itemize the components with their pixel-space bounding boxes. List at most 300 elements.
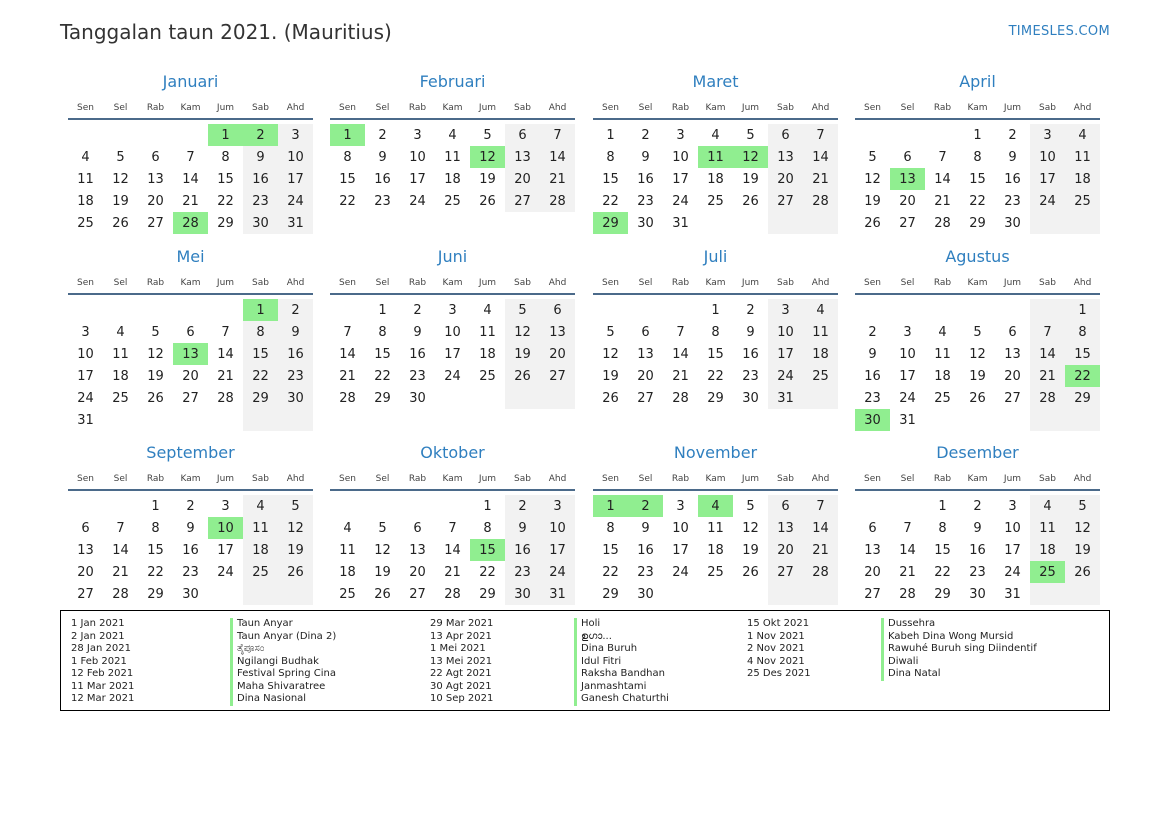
day-cell[interactable]: 12: [470, 146, 505, 168]
day-cell[interactable]: 21: [112, 564, 129, 580]
day-cell[interactable]: 20: [182, 368, 199, 384]
day-cell[interactable]: 11: [1065, 146, 1100, 168]
day-cell[interactable]: 11: [1030, 517, 1065, 539]
day-cell[interactable]: 7: [803, 124, 838, 146]
day-cell[interactable]: 10: [768, 321, 803, 343]
day-cell[interactable]: 2: [413, 302, 422, 318]
day-cell[interactable]: 19: [278, 539, 313, 561]
day-cell[interactable]: 10: [540, 517, 575, 539]
day-cell[interactable]: 30: [243, 212, 278, 234]
day-cell[interactable]: 28: [444, 586, 461, 602]
day-cell[interactable]: 23: [278, 365, 313, 387]
day-cell[interactable]: 6: [1008, 324, 1017, 340]
day-cell[interactable]: 17: [278, 168, 313, 190]
day-cell[interactable]: 5: [378, 520, 387, 536]
day-cell[interactable]: 28: [1030, 387, 1065, 409]
day-cell[interactable]: 29: [217, 215, 234, 231]
day-cell[interactable]: 20: [409, 564, 426, 580]
day-cell[interactable]: 19: [742, 171, 759, 187]
day-cell[interactable]: 10: [278, 146, 313, 168]
day-cell[interactable]: 5: [505, 299, 540, 321]
day-cell[interactable]: 13: [505, 146, 540, 168]
day-cell[interactable]: 15: [217, 171, 234, 187]
day-cell[interactable]: 11: [479, 324, 496, 340]
day-cell[interactable]: 6: [641, 324, 650, 340]
day-cell[interactable]: 13: [637, 346, 654, 362]
day-cell[interactable]: 1: [243, 299, 278, 321]
day-cell[interactable]: 29: [602, 586, 619, 602]
day-cell[interactable]: 26: [374, 586, 391, 602]
day-cell[interactable]: 25: [243, 561, 278, 583]
day-cell[interactable]: 25: [1030, 561, 1065, 583]
day-cell[interactable]: 23: [1004, 193, 1021, 209]
day-cell[interactable]: 13: [890, 168, 925, 190]
day-cell[interactable]: 19: [969, 368, 986, 384]
day-cell[interactable]: 24: [1004, 564, 1021, 580]
day-cell[interactable]: 31: [77, 412, 94, 428]
day-cell[interactable]: 17: [672, 542, 689, 558]
day-cell[interactable]: 17: [1004, 542, 1021, 558]
day-cell[interactable]: 11: [803, 321, 838, 343]
day-cell[interactable]: 14: [803, 146, 838, 168]
day-cell[interactable]: 16: [969, 542, 986, 558]
day-cell[interactable]: 26: [864, 215, 881, 231]
day-cell[interactable]: 28: [934, 215, 951, 231]
day-cell[interactable]: 4: [448, 127, 457, 143]
day-cell[interactable]: 29: [243, 387, 278, 409]
day-cell[interactable]: 16: [864, 368, 881, 384]
day-cell[interactable]: 24: [540, 561, 575, 583]
day-cell[interactable]: 5: [151, 324, 160, 340]
day-cell[interactable]: 15: [470, 539, 505, 561]
day-cell[interactable]: 18: [339, 564, 356, 580]
day-cell[interactable]: 31: [1004, 586, 1021, 602]
day-cell[interactable]: 8: [1065, 321, 1100, 343]
day-cell[interactable]: 10: [672, 520, 689, 536]
day-cell[interactable]: 8: [711, 324, 720, 340]
day-cell[interactable]: 15: [147, 542, 164, 558]
day-cell[interactable]: 12: [505, 321, 540, 343]
day-cell[interactable]: 20: [899, 193, 916, 209]
day-cell[interactable]: 4: [483, 302, 492, 318]
day-cell[interactable]: 26: [505, 365, 540, 387]
day-cell[interactable]: 1: [606, 127, 615, 143]
day-cell[interactable]: 5: [278, 495, 313, 517]
day-cell[interactable]: 25: [479, 368, 496, 384]
day-cell[interactable]: 24: [217, 564, 234, 580]
day-cell[interactable]: 20: [637, 368, 654, 384]
day-cell[interactable]: 27: [540, 365, 575, 387]
day-cell[interactable]: 16: [243, 168, 278, 190]
day-cell[interactable]: 9: [505, 517, 540, 539]
day-cell[interactable]: 18: [77, 193, 94, 209]
day-cell[interactable]: 27: [182, 390, 199, 406]
day-cell[interactable]: 27: [505, 190, 540, 212]
day-cell[interactable]: 27: [409, 586, 426, 602]
day-cell[interactable]: 2: [1008, 127, 1017, 143]
day-cell[interactable]: 15: [243, 343, 278, 365]
day-cell[interactable]: 7: [221, 324, 230, 340]
day-cell[interactable]: 11: [339, 542, 356, 558]
day-cell[interactable]: 19: [374, 564, 391, 580]
day-cell[interactable]: 24: [1030, 190, 1065, 212]
day-cell[interactable]: 21: [934, 193, 951, 209]
day-cell[interactable]: 28: [339, 390, 356, 406]
day-cell[interactable]: 6: [81, 520, 90, 536]
day-cell[interactable]: 1: [938, 498, 947, 514]
day-cell[interactable]: 27: [1004, 390, 1021, 406]
day-cell[interactable]: 1: [1065, 299, 1100, 321]
day-cell[interactable]: 21: [803, 539, 838, 561]
day-cell[interactable]: 22: [147, 564, 164, 580]
day-cell[interactable]: 23: [182, 564, 199, 580]
day-cell[interactable]: 4: [243, 495, 278, 517]
day-cell[interactable]: 23: [742, 368, 759, 384]
day-cell[interactable]: 1: [483, 498, 492, 514]
day-cell[interactable]: 3: [676, 498, 685, 514]
day-cell[interactable]: 26: [969, 390, 986, 406]
day-cell[interactable]: 13: [1004, 346, 1021, 362]
day-cell[interactable]: 14: [899, 542, 916, 558]
day-cell[interactable]: 16: [637, 171, 654, 187]
day-cell[interactable]: 7: [803, 495, 838, 517]
day-cell[interactable]: 25: [707, 564, 724, 580]
day-cell[interactable]: 2: [746, 302, 755, 318]
day-cell[interactable]: 2: [186, 498, 195, 514]
day-cell[interactable]: 13: [540, 321, 575, 343]
day-cell[interactable]: 21: [444, 564, 461, 580]
day-cell[interactable]: 21: [803, 168, 838, 190]
day-cell[interactable]: 5: [606, 324, 615, 340]
day-cell[interactable]: 28: [112, 586, 129, 602]
day-cell[interactable]: 22: [217, 193, 234, 209]
day-cell[interactable]: 18: [707, 542, 724, 558]
day-cell[interactable]: 11: [934, 346, 951, 362]
day-cell[interactable]: 14: [339, 346, 356, 362]
day-cell[interactable]: 5: [746, 127, 755, 143]
day-cell[interactable]: 30: [278, 387, 313, 409]
day-cell[interactable]: 23: [505, 561, 540, 583]
day-cell[interactable]: 18: [803, 343, 838, 365]
day-cell[interactable]: 7: [938, 149, 947, 165]
day-cell[interactable]: 17: [672, 171, 689, 187]
day-cell[interactable]: 4: [938, 324, 947, 340]
day-cell[interactable]: 13: [77, 542, 94, 558]
day-cell[interactable]: 15: [339, 171, 356, 187]
day-cell[interactable]: 26: [112, 215, 129, 231]
day-cell[interactable]: 30: [969, 586, 986, 602]
day-cell[interactable]: 25: [77, 215, 94, 231]
day-cell[interactable]: 7: [448, 520, 457, 536]
day-cell[interactable]: 16: [637, 542, 654, 558]
day-cell[interactable]: 10: [1030, 146, 1065, 168]
day-cell[interactable]: 4: [1030, 495, 1065, 517]
day-cell[interactable]: 14: [1030, 343, 1065, 365]
day-cell[interactable]: 21: [672, 368, 689, 384]
day-cell[interactable]: 14: [217, 346, 234, 362]
day-cell[interactable]: 8: [483, 520, 492, 536]
day-cell[interactable]: 15: [602, 542, 619, 558]
day-cell[interactable]: 9: [278, 321, 313, 343]
day-cell[interactable]: 7: [903, 520, 912, 536]
day-cell[interactable]: 2: [378, 127, 387, 143]
day-cell[interactable]: 12: [278, 517, 313, 539]
day-cell[interactable]: 14: [112, 542, 129, 558]
day-cell[interactable]: 11: [112, 346, 129, 362]
day-cell[interactable]: 30: [742, 390, 759, 406]
day-cell[interactable]: 31: [899, 412, 916, 428]
day-cell[interactable]: 16: [409, 346, 426, 362]
day-cell[interactable]: 30: [637, 586, 654, 602]
day-cell[interactable]: 19: [602, 368, 619, 384]
day-cell[interactable]: 9: [413, 324, 422, 340]
day-cell[interactable]: 12: [602, 346, 619, 362]
day-cell[interactable]: 18: [444, 171, 461, 187]
day-cell[interactable]: 3: [448, 302, 457, 318]
day-cell[interactable]: 27: [147, 215, 164, 231]
day-cell[interactable]: 19: [1065, 539, 1100, 561]
day-cell[interactable]: 27: [768, 190, 803, 212]
day-cell[interactable]: 3: [768, 299, 803, 321]
day-cell[interactable]: 2: [243, 124, 278, 146]
brand-link[interactable]: TIMESLES.COM: [1008, 24, 1110, 39]
day-cell[interactable]: 3: [1008, 498, 1017, 514]
day-cell[interactable]: 20: [768, 539, 803, 561]
day-cell[interactable]: 31: [768, 387, 803, 409]
day-cell[interactable]: 24: [768, 365, 803, 387]
day-cell[interactable]: 14: [672, 346, 689, 362]
day-cell[interactable]: 10: [899, 346, 916, 362]
day-cell[interactable]: 20: [147, 193, 164, 209]
day-cell[interactable]: 12: [112, 171, 129, 187]
day-cell[interactable]: 21: [899, 564, 916, 580]
day-cell[interactable]: 9: [243, 146, 278, 168]
day-cell[interactable]: 13: [768, 517, 803, 539]
day-cell[interactable]: 2: [868, 324, 877, 340]
day-cell[interactable]: 21: [540, 168, 575, 190]
day-cell[interactable]: 30: [182, 586, 199, 602]
day-cell[interactable]: 5: [973, 324, 982, 340]
day-cell[interactable]: 8: [606, 149, 615, 165]
day-cell[interactable]: 31: [672, 215, 689, 231]
day-cell[interactable]: 30: [855, 409, 890, 431]
day-cell[interactable]: 5: [116, 149, 125, 165]
day-cell[interactable]: 7: [343, 324, 352, 340]
day-cell[interactable]: 18: [934, 368, 951, 384]
day-cell[interactable]: 19: [112, 193, 129, 209]
day-cell[interactable]: 17: [899, 368, 916, 384]
day-cell[interactable]: 6: [768, 124, 803, 146]
day-cell[interactable]: 12: [742, 520, 759, 536]
day-cell[interactable]: 15: [602, 171, 619, 187]
day-cell[interactable]: 7: [676, 324, 685, 340]
day-cell[interactable]: 22: [602, 193, 619, 209]
day-cell[interactable]: 18: [1065, 168, 1100, 190]
day-cell[interactable]: 3: [413, 127, 422, 143]
day-cell[interactable]: 11: [444, 149, 461, 165]
day-cell[interactable]: 8: [221, 149, 230, 165]
day-cell[interactable]: 16: [742, 346, 759, 362]
day-cell[interactable]: 15: [934, 542, 951, 558]
day-cell[interactable]: 21: [1030, 365, 1065, 387]
day-cell[interactable]: 22: [374, 368, 391, 384]
day-cell[interactable]: 12: [374, 542, 391, 558]
day-cell[interactable]: 22: [243, 365, 278, 387]
day-cell[interactable]: 17: [444, 346, 461, 362]
day-cell[interactable]: 29: [147, 586, 164, 602]
day-cell[interactable]: 22: [1065, 365, 1100, 387]
day-cell[interactable]: 4: [711, 127, 720, 143]
day-cell[interactable]: 17: [768, 343, 803, 365]
day-cell[interactable]: 1: [593, 495, 628, 517]
day-cell[interactable]: 11: [707, 520, 724, 536]
day-cell[interactable]: 23: [409, 368, 426, 384]
day-cell[interactable]: 4: [698, 495, 733, 517]
day-cell[interactable]: 24: [278, 190, 313, 212]
day-cell[interactable]: 27: [864, 586, 881, 602]
day-cell[interactable]: 9: [186, 520, 195, 536]
day-cell[interactable]: 6: [903, 149, 912, 165]
day-cell[interactable]: 5: [1065, 495, 1100, 517]
day-cell[interactable]: 28: [803, 561, 838, 583]
day-cell[interactable]: 19: [505, 343, 540, 365]
day-cell[interactable]: 6: [505, 124, 540, 146]
day-cell[interactable]: 26: [278, 561, 313, 583]
day-cell[interactable]: 5: [483, 127, 492, 143]
day-cell[interactable]: 7: [116, 520, 125, 536]
day-cell[interactable]: 11: [243, 517, 278, 539]
day-cell[interactable]: 23: [864, 390, 881, 406]
day-cell[interactable]: 12: [969, 346, 986, 362]
day-cell[interactable]: 3: [676, 127, 685, 143]
day-cell[interactable]: 12: [864, 171, 881, 187]
day-cell[interactable]: 10: [77, 346, 94, 362]
day-cell[interactable]: 20: [864, 564, 881, 580]
day-cell[interactable]: 6: [868, 520, 877, 536]
day-cell[interactable]: 13: [768, 146, 803, 168]
day-cell[interactable]: 3: [81, 324, 90, 340]
day-cell[interactable]: 3: [278, 124, 313, 146]
day-cell[interactable]: 8: [343, 149, 352, 165]
day-cell[interactable]: 9: [378, 149, 387, 165]
day-cell[interactable]: 2: [641, 127, 650, 143]
day-cell[interactable]: 18: [243, 539, 278, 561]
day-cell[interactable]: 14: [444, 542, 461, 558]
day-cell[interactable]: 31: [278, 212, 313, 234]
day-cell[interactable]: 17: [540, 539, 575, 561]
day-cell[interactable]: 4: [81, 149, 90, 165]
day-cell[interactable]: 20: [505, 168, 540, 190]
day-cell[interactable]: 30: [1004, 215, 1021, 231]
day-cell[interactable]: 19: [864, 193, 881, 209]
day-cell[interactable]: 2: [628, 495, 663, 517]
day-cell[interactable]: 25: [707, 193, 724, 209]
day-cell[interactable]: 15: [374, 346, 391, 362]
day-cell[interactable]: 18: [112, 368, 129, 384]
day-cell[interactable]: 6: [413, 520, 422, 536]
day-cell[interactable]: 17: [409, 171, 426, 187]
day-cell[interactable]: 29: [479, 586, 496, 602]
day-cell[interactable]: 2: [973, 498, 982, 514]
day-cell[interactable]: 30: [409, 390, 426, 406]
day-cell[interactable]: 25: [934, 390, 951, 406]
day-cell[interactable]: 26: [742, 564, 759, 580]
day-cell[interactable]: 6: [151, 149, 160, 165]
day-cell[interactable]: 5: [746, 498, 755, 514]
day-cell[interactable]: 9: [1008, 149, 1017, 165]
day-cell[interactable]: 1: [151, 498, 160, 514]
day-cell[interactable]: 23: [374, 193, 391, 209]
day-cell[interactable]: 21: [217, 368, 234, 384]
day-cell[interactable]: 26: [147, 390, 164, 406]
day-cell[interactable]: 10: [672, 149, 689, 165]
day-cell[interactable]: 4: [343, 520, 352, 536]
day-cell[interactable]: 19: [479, 171, 496, 187]
day-cell[interactable]: 7: [1030, 321, 1065, 343]
day-cell[interactable]: 1: [330, 124, 365, 146]
day-cell[interactable]: 12: [733, 146, 768, 168]
day-cell[interactable]: 22: [479, 564, 496, 580]
day-cell[interactable]: 28: [217, 390, 234, 406]
day-cell[interactable]: 16: [1004, 171, 1021, 187]
day-cell[interactable]: 6: [186, 324, 195, 340]
day-cell[interactable]: 24: [444, 368, 461, 384]
day-cell[interactable]: 25: [112, 390, 129, 406]
day-cell[interactable]: 17: [1030, 168, 1065, 190]
day-cell[interactable]: 17: [217, 542, 234, 558]
day-cell[interactable]: 8: [243, 321, 278, 343]
day-cell[interactable]: 13: [173, 343, 208, 365]
day-cell[interactable]: 13: [147, 171, 164, 187]
day-cell[interactable]: 18: [707, 171, 724, 187]
day-cell[interactable]: 29: [374, 390, 391, 406]
day-cell[interactable]: 24: [899, 390, 916, 406]
day-cell[interactable]: 2: [278, 299, 313, 321]
day-cell[interactable]: 15: [1065, 343, 1100, 365]
day-cell[interactable]: 5: [868, 149, 877, 165]
day-cell[interactable]: 6: [540, 299, 575, 321]
day-cell[interactable]: 9: [641, 149, 650, 165]
day-cell[interactable]: 14: [182, 171, 199, 187]
day-cell[interactable]: 28: [540, 190, 575, 212]
day-cell[interactable]: 3: [1030, 124, 1065, 146]
day-cell[interactable]: 4: [1065, 124, 1100, 146]
day-cell[interactable]: 10: [208, 517, 243, 539]
day-cell[interactable]: 8: [938, 520, 947, 536]
day-cell[interactable]: 18: [479, 346, 496, 362]
day-cell[interactable]: 23: [637, 193, 654, 209]
day-cell[interactable]: 10: [409, 149, 426, 165]
day-cell[interactable]: 16: [374, 171, 391, 187]
day-cell[interactable]: 3: [221, 498, 230, 514]
day-cell[interactable]: 14: [803, 517, 838, 539]
day-cell[interactable]: 23: [969, 564, 986, 580]
day-cell[interactable]: 22: [339, 193, 356, 209]
day-cell[interactable]: 9: [746, 324, 755, 340]
day-cell[interactable]: 14: [540, 146, 575, 168]
day-cell[interactable]: 30: [637, 215, 654, 231]
day-cell[interactable]: 21: [182, 193, 199, 209]
day-cell[interactable]: 26: [479, 193, 496, 209]
day-cell[interactable]: 20: [768, 168, 803, 190]
day-cell[interactable]: 8: [606, 520, 615, 536]
day-cell[interactable]: 26: [742, 193, 759, 209]
day-cell[interactable]: 15: [969, 171, 986, 187]
day-cell[interactable]: 12: [1065, 517, 1100, 539]
day-cell[interactable]: 3: [903, 324, 912, 340]
day-cell[interactable]: 1: [973, 127, 982, 143]
day-cell[interactable]: 10: [1004, 520, 1021, 536]
